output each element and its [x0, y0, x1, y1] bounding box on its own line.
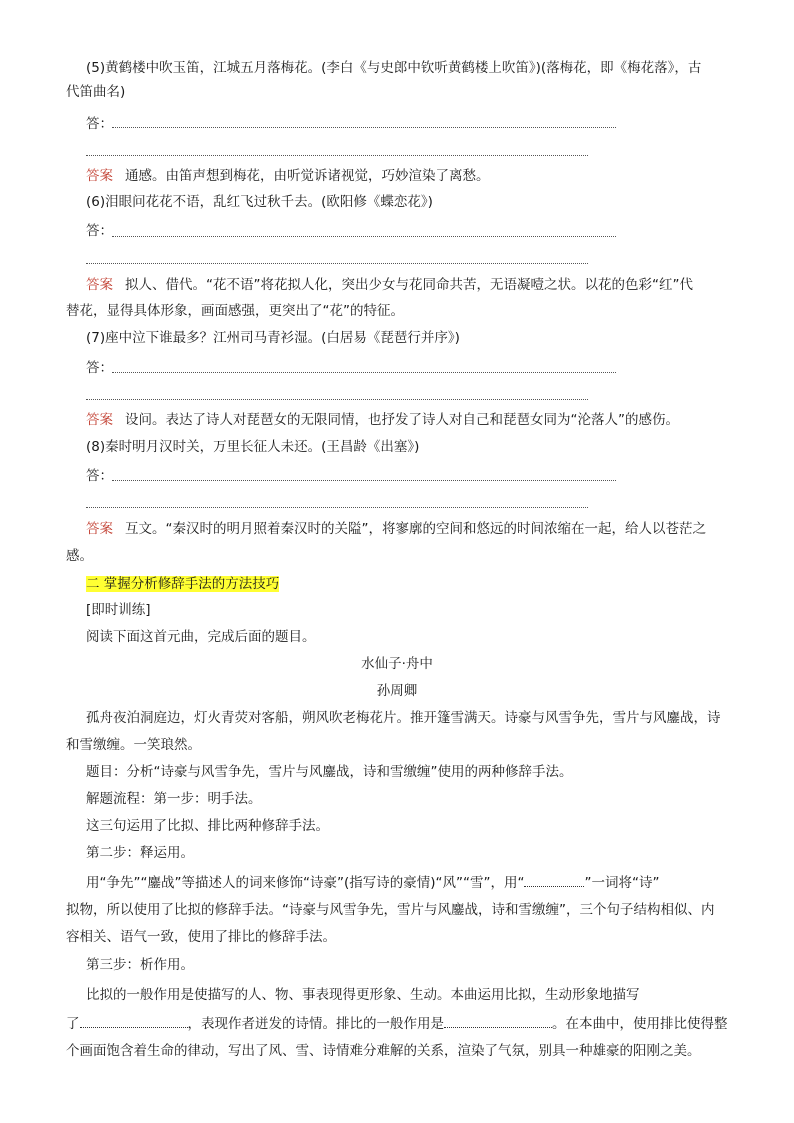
- step3-text-a: 了: [66, 1016, 80, 1032]
- q8-answer-prompt: 答：: [86, 468, 113, 484]
- q7-answer-line-2[interactable]: [86, 399, 588, 400]
- q8-answer-line1: [86, 519, 706, 539]
- poem-line2: 和雪缴缠。一笑琅然。: [66, 737, 201, 753]
- poem-title: 水仙子·舟中: [361, 656, 433, 672]
- step2-line1: [86, 872, 659, 893]
- section-heading-text: 二 掌握分析修辞手法的方法技巧: [86, 576, 280, 592]
- q7-answer-prompt: 答：: [86, 360, 113, 376]
- fill-blank-2[interactable]: [80, 1013, 188, 1028]
- q5-line1: (5)黄鹤楼中吹玉笛，江城五月落梅花。(李白《与史郎中钦听黄鹤楼上吹笛》)(落梅花，即《梅花落》，古: [86, 60, 702, 76]
- step3-text-b: ，表现作者迸发的诗情。排比的一般作用是: [187, 1016, 444, 1032]
- step1-label: 解题流程：第一步：明手法。: [86, 791, 262, 807]
- step2-text-a: 用“争先”“鏖战”等描述人的词来修饰“诗豪”(指写诗的豪情)“风”“雪”，用“: [86, 875, 525, 891]
- answer-text: 拟人、借代。“花不语”将花拟人化，突出少女与花同命共苦，无语凝噎之状。以花的色彩“红”代: [125, 277, 693, 293]
- answer-label: 答案: [86, 521, 113, 537]
- q8-answer-line-1[interactable]: [112, 480, 616, 481]
- q5-answer-prompt: 答：: [86, 116, 113, 132]
- q8-answer-line2: 感。: [66, 548, 93, 564]
- answer-text: 互文。“秦汉时的明月照着秦汉时的关隘”，将寥廓的空间和悠远的时间浓缩在一起，给人以苍茫之: [125, 521, 706, 537]
- poem-author: 孙周卿: [376, 683, 418, 699]
- step2-label: 第二步：释运用。: [86, 845, 194, 861]
- q7-answer: [86, 410, 679, 430]
- reading-intro: 阅读下面这首元曲，完成后面的题目。: [86, 629, 316, 645]
- q8-answer-line-2[interactable]: [86, 507, 588, 508]
- q5-answer: [86, 166, 490, 186]
- answer-label: 答案: [86, 168, 113, 184]
- q6-line1: (6)泪眼问花花不语，乱红飞过秋千去。(欧阳修《蝶恋花》): [86, 194, 433, 210]
- q8-line1: (8)秦时明月汉时关，万里长征人未还。(王昌龄《出塞》): [86, 439, 420, 455]
- step3-line1: 比拟的一般作用是使描写的人、物、事表现得更形象、生动。本曲运用比拟，生动形象地描写: [86, 987, 640, 1003]
- section-heading: [86, 574, 279, 594]
- q6-answer-line1: [86, 275, 693, 295]
- q7-line1: (7)座中泣下谁最多？江州司马青衫湿。(白居易《琵琶行并序》): [86, 330, 460, 346]
- step1-text: 这三句运用了比拟、排比两种修辞手法。: [86, 818, 329, 834]
- q6-answer-prompt: 答：: [86, 223, 113, 239]
- q6-answer-line-2[interactable]: [86, 263, 588, 264]
- answer-label: 答案: [86, 412, 113, 428]
- practice-label: [即时训练]: [86, 602, 151, 618]
- q5-answer-line-2[interactable]: [86, 155, 588, 156]
- answer-label: 答案: [86, 277, 113, 293]
- poem-line1: 孤舟夜泊洞庭边，灯火青荧对客船，朔风吹老梅花片。推开篷雪满天。诗豪与风雪争先，雪片与风鏖战，诗: [86, 710, 721, 726]
- step3-line2: [66, 1013, 728, 1034]
- fill-blank-3[interactable]: [444, 1013, 552, 1028]
- fill-blank-1[interactable]: [524, 872, 584, 887]
- question-text: 题目：分析“诗豪与风雪争先，雪片与风鏖战，诗和雪缴缠”使用的两种修辞手法。: [86, 764, 573, 780]
- step2-line2: 拟物，所以使用了比拟的修辞手法。“诗豪与风雪争先，雪片与风鏖战，诗和雪缴缠”，三个句子结构相似、内: [66, 902, 715, 918]
- step3-line3: 个画面饱含着生命的律动，写出了风、雪、诗情难分难解的关系，渲染了气氛，别具一种雄豪的阳刚之美。: [66, 1043, 701, 1059]
- step2-text-b: ”一词将“诗”: [584, 875, 660, 891]
- step3-text-c: 。在本曲中，使用排比使得整: [552, 1016, 728, 1032]
- q5-answer-line-1[interactable]: [112, 127, 616, 128]
- answer-text: 设问。表达了诗人对琵琶女的无限同情，也抒发了诗人对自己和琵琶女同为“沦落人”的感伤。: [125, 412, 679, 428]
- step2-line3: 容相关、语气一致，使用了排比的修辞手法。: [66, 929, 336, 945]
- q5-line2: 代笛曲名): [66, 84, 126, 100]
- answer-text: 通感。由笛声想到梅花，由听觉诉诸视觉，巧妙渲染了离愁。: [125, 168, 490, 184]
- q6-answer-line-1[interactable]: [112, 236, 616, 237]
- q6-answer-line2: 替花，显得具体形象，画面感强，更突出了“花”的特征。: [66, 303, 404, 319]
- step3-label: 第三步：析作用。: [86, 957, 194, 973]
- q7-answer-line-1[interactable]: [112, 372, 616, 373]
